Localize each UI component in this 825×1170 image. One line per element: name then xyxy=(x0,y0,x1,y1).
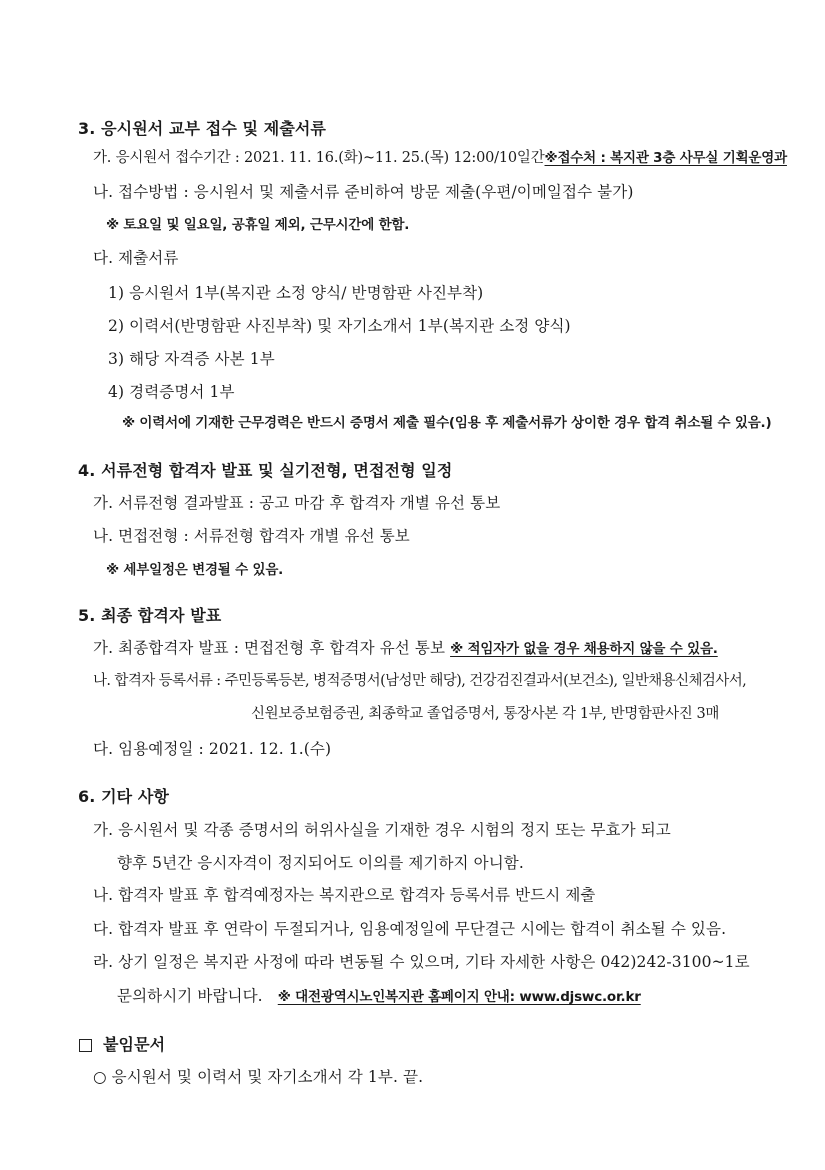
section-4-title: 4. 서류전형 합격자 발표 및 실기전형, 면접전형 일정 xyxy=(78,461,453,480)
section-5-title: 5. 최종 합격자 발표 xyxy=(78,606,222,625)
sec6-item-ra-line1: 라. 상기 일정은 복지관 사정에 따라 변동될 수 있으며, 기타 자세한 사항은 042)242-3100~1로 xyxy=(93,953,750,971)
sec4-note-schedule: ※ 세부일정은 변경될 수 있음. xyxy=(106,562,284,578)
attachment-checkbox xyxy=(79,1039,92,1052)
sec3-application-period xyxy=(93,150,787,167)
sec6-item-ga-line2: 향후 5년간 응시자격이 정지되어도 이의를 제기하지 아니함. xyxy=(117,854,524,872)
sec5-appointment-date: 다. 임용예정일 : 2021. 12. 1.(수) xyxy=(93,740,332,758)
attachment-item: ○ 응시원서 및 이력서 및 자기소개서 각 1부. 끝. xyxy=(93,1068,424,1086)
sec5-registration-docs-line2: 신원보증보험증권, 최종학교 졸업증명서, 통장사본 각 1부, 반명함판사진 3매 xyxy=(251,706,719,722)
sec4-interview: 나. 면접전형 : 서류전형 합격자 개별 유선 통보 xyxy=(93,527,410,545)
sec6-item-ra-line2 xyxy=(117,987,641,1006)
sec3-doc-item-1: 1) 응시원서 1부(복지관 소정 양식/ 반명함판 사진부착) xyxy=(108,284,484,302)
sec6-item-ga-line1: 가. 응시원서 및 각종 증명서의 허위사실을 기재한 경우 시험의 정지 또는 무효가 되고 xyxy=(93,821,671,839)
sec3-method: 나. 접수방법 : 응시원서 및 제출서류 준비하여 방문 제출(우편/이메일접수 불가) xyxy=(93,183,634,201)
sec3-reception-note: ※접수처 : 복지관 3층 사무실 기획운영과 xyxy=(544,150,787,166)
sec6-homepage-note: ※ 대전광역시노인복지관 홈페이지 안내: www.djswc.or.kr xyxy=(277,989,641,1005)
section-3-title: 3. 응시원서 교부 접수 및 제출서류 xyxy=(78,119,326,138)
sec6-item-da: 다. 합격자 발표 후 연락이 두절되거나, 임용예정일에 무단결근 시에는 합격이 취소될 수 있음. xyxy=(93,920,727,938)
sec3-period-text: 가. 응시원서 접수기간 : 2021. 11. 16.(화)~11. 25.(목) 12:00/10일간 xyxy=(93,150,545,166)
sec6-contact-text: 문의하시기 바랍니다. xyxy=(117,987,263,1005)
sec4-document-result: 가. 서류전형 결과발표 : 공고 마감 후 합격자 개별 유선 통보 xyxy=(93,494,501,512)
sec5-registration-docs-line1: 나. 합격자 등록서류 : 주민등록등본, 병적증명서(남성만 해당), 건강검진결과서(보건소), 일반채용신체검사서, xyxy=(93,673,747,689)
sec5-final-note: ※ 적임자가 없을 경우 채용하지 않을 수 있음. xyxy=(450,641,718,657)
sec3-note-career: ※ 이력서에 기재한 근무경력은 반드시 증명서 제출 필수(임용 후 제출서류가 상이한 경우 합격 취소될 수 있음.) xyxy=(122,415,772,431)
sec3-note-hours: ※ 토요일 및 일요일, 공휴일 제외, 근무시간에 한함. xyxy=(106,217,410,233)
sec3-doc-item-4: 4) 경력증명서 1부 xyxy=(108,383,235,401)
sec3-doc-item-2: 2) 이력서(반명함판 사진부착) 및 자기소개서 1부(복지관 소정 양식) xyxy=(108,317,571,335)
sec6-item-na: 나. 합격자 발표 후 합격예정자는 복지관으로 합격자 등록서류 반드시 제출 xyxy=(93,886,596,904)
sec3-documents-heading: 다. 제출서류 xyxy=(93,249,179,267)
sec5-final-text: 가. 최종합격자 발표 : 면접전형 후 합격자 유선 통보 xyxy=(93,639,446,657)
sec3-doc-item-3: 3) 해당 자격증 사본 1부 xyxy=(108,350,275,368)
attachment-title: 붙임문서 xyxy=(103,1035,166,1054)
sec5-final-announcement xyxy=(93,639,718,658)
section-6-title: 6. 기타 사항 xyxy=(78,787,169,806)
